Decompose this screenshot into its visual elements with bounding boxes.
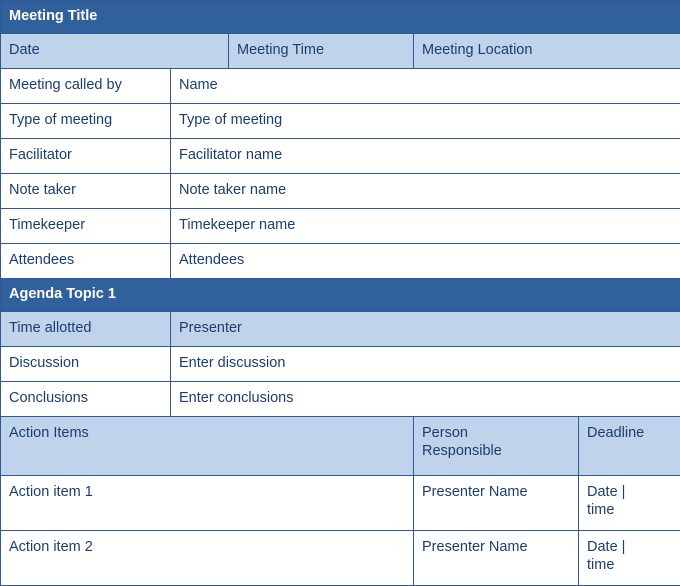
date-header: Date <box>1 34 229 69</box>
agenda-topic-title: Agenda Topic 1 <box>1 279 680 312</box>
meeting-called-by-label: Meeting called by <box>1 69 171 104</box>
timekeeper-value[interactable]: Timekeeper name <box>171 209 680 244</box>
facilitator-label: Facilitator <box>1 139 171 174</box>
discussion-label: Discussion <box>1 347 171 382</box>
meeting-time-header: Meeting Time <box>229 34 414 69</box>
type-of-meeting-value[interactable]: Type of meeting <box>171 104 680 139</box>
facilitator-value[interactable]: Facilitator name <box>171 139 680 174</box>
conclusions-value[interactable]: Enter conclusions <box>171 382 680 417</box>
person-responsible-header-line1: Person <box>422 425 468 441</box>
discussion-value[interactable]: Enter discussion <box>171 347 680 382</box>
table-row <box>1 244 680 279</box>
table-row <box>1 476 680 531</box>
person-responsible-header <box>414 417 579 476</box>
attendees-value[interactable]: Attendees <box>171 244 680 279</box>
meeting-header-row <box>1 34 680 69</box>
presenter-label: Presenter <box>171 312 680 347</box>
conclusions-label: Conclusions <box>1 382 171 417</box>
action-item-2-person[interactable]: Presenter Name <box>414 531 579 586</box>
meeting-title: Meeting Title <box>1 1 680 34</box>
person-responsible-header-line2: Responsible <box>422 443 502 459</box>
table-row <box>1 69 680 104</box>
action-item-1-text[interactable]: Action item 1 <box>1 476 414 531</box>
action-items-header: Action Items <box>1 417 414 476</box>
action-items-header-row <box>1 417 680 476</box>
action-item-2-deadline[interactable] <box>579 531 680 586</box>
table-row <box>1 347 680 382</box>
table-row <box>1 209 680 244</box>
table-row <box>1 174 680 209</box>
table-row <box>1 139 680 174</box>
action-item-2-deadline-line1: Date | <box>587 539 625 555</box>
table-row <box>1 104 680 139</box>
agenda-title-row <box>1 279 680 312</box>
action-item-2-text[interactable]: Action item 2 <box>1 531 414 586</box>
action-item-2-deadline-line2: time <box>587 557 614 573</box>
action-item-1-deadline-line2: time <box>587 502 614 518</box>
attendees-label: Attendees <box>1 244 171 279</box>
note-taker-label: Note taker <box>1 174 171 209</box>
time-allotted-label: Time allotted <box>1 312 171 347</box>
deadline-header: Deadline <box>579 417 680 476</box>
meeting-location-header: Meeting Location <box>414 34 680 69</box>
meeting-called-by-value[interactable]: Name <box>171 69 680 104</box>
timekeeper-label: Timekeeper <box>1 209 171 244</box>
action-item-1-deadline[interactable] <box>579 476 680 531</box>
table-row <box>1 382 680 417</box>
type-of-meeting-label: Type of meeting <box>1 104 171 139</box>
action-item-1-deadline-line1: Date | <box>587 484 625 500</box>
action-item-1-person[interactable]: Presenter Name <box>414 476 579 531</box>
meeting-title-row <box>1 1 680 34</box>
note-taker-value[interactable]: Note taker name <box>171 174 680 209</box>
agenda-header-row <box>1 312 680 347</box>
table-row <box>1 531 680 586</box>
